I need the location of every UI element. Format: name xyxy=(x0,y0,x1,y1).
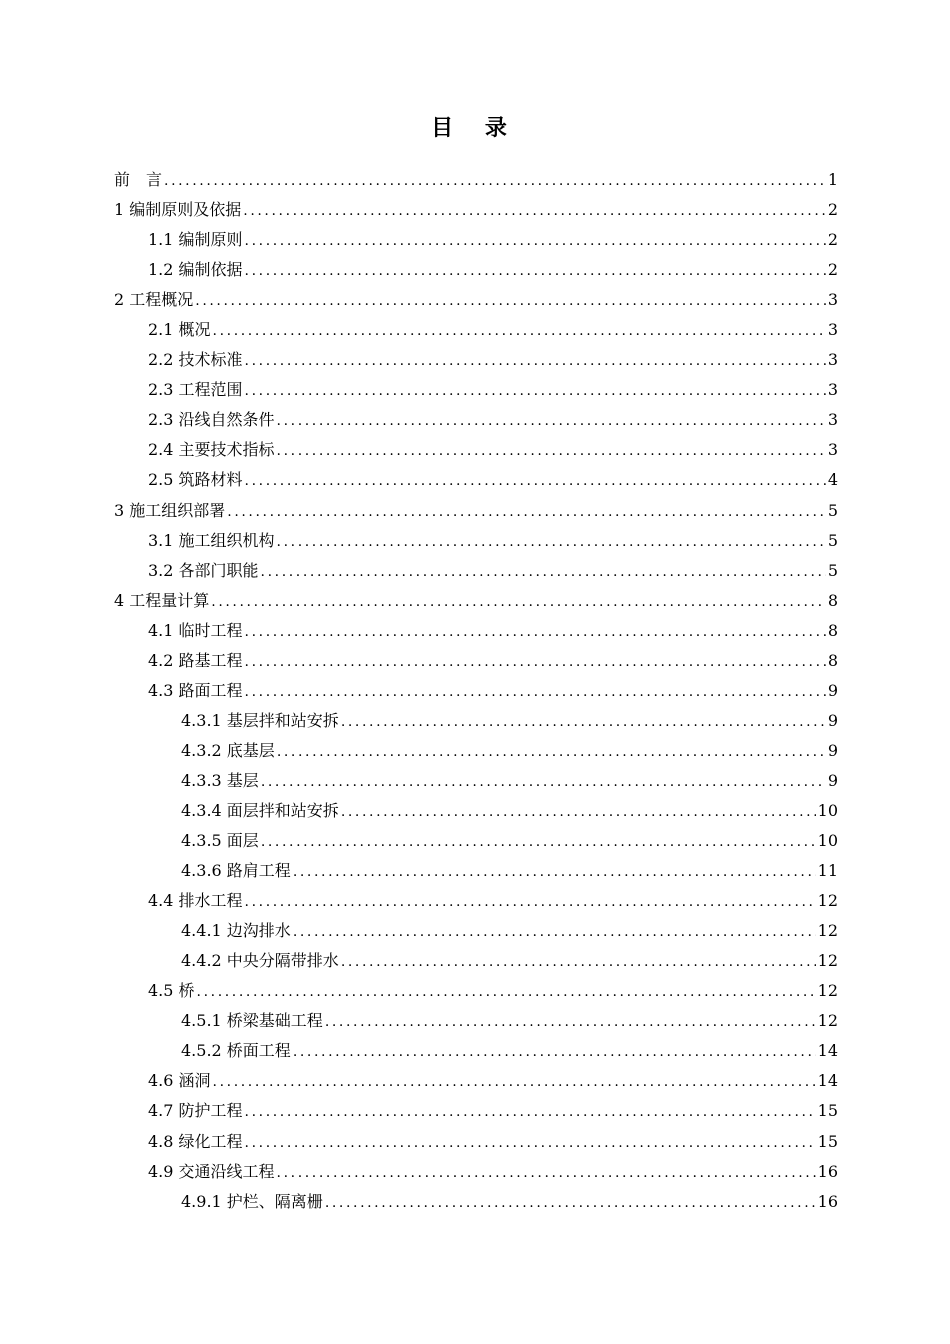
toc-entry-page-number: 5 xyxy=(827,560,838,580)
toc-dot-leader xyxy=(261,827,816,857)
toc-entry-page-number: 16 xyxy=(817,1161,838,1181)
toc-entry-page-number: 2 xyxy=(827,200,838,220)
toc-entry-page-number: 15 xyxy=(817,1131,838,1151)
toc-entry-page-number: 12 xyxy=(817,891,838,911)
toc-entry-label: 4.3.1 基层拌和站安拆 xyxy=(181,710,339,730)
toc-entry-label: 2.5 筑路材料 xyxy=(148,470,243,490)
toc-entry-page-number: 12 xyxy=(817,951,838,971)
toc-entry-page-number: 3 xyxy=(827,290,838,310)
toc-dot-leader xyxy=(245,256,826,286)
toc-dot-leader xyxy=(277,436,826,466)
toc-entry-page-number: 3 xyxy=(827,380,838,400)
toc-dot-leader xyxy=(195,286,826,316)
toc-entry[interactable] xyxy=(114,886,838,916)
toc-entry-label: 4.7 防护工程 xyxy=(148,1101,243,1121)
toc-dot-leader xyxy=(245,1097,816,1127)
toc-entry[interactable] xyxy=(114,646,838,676)
toc-entry-label: 4.1 临时工程 xyxy=(148,620,243,640)
toc-entry-page-number: 3 xyxy=(827,350,838,370)
toc-entry-label: 4.4.1 边沟排水 xyxy=(181,921,291,941)
toc-entry-page-number: 8 xyxy=(827,590,838,610)
toc-dot-leader xyxy=(164,166,826,196)
toc-entry-label: 4.3.2 底基层 xyxy=(181,740,275,760)
toc-entry[interactable] xyxy=(114,916,838,946)
toc-entry-label: 4.6 涵洞 xyxy=(148,1071,211,1091)
toc-entry-label: 2.1 概况 xyxy=(148,320,211,340)
toc-entry[interactable] xyxy=(114,976,838,1006)
toc-dot-leader xyxy=(293,917,816,947)
toc-entry[interactable] xyxy=(114,225,838,255)
toc-entry-label: 4.4.2 中央分隔带排水 xyxy=(181,951,339,971)
toc-entry[interactable] xyxy=(114,1036,838,1066)
toc-entry-label: 4.5 桥 xyxy=(148,981,195,1001)
toc-entry-label: 前 言 xyxy=(114,170,163,189)
toc-dot-leader xyxy=(293,1037,816,1067)
toc-entry[interactable] xyxy=(114,285,838,315)
toc-entry-page-number: 2 xyxy=(827,230,838,250)
toc-entry[interactable] xyxy=(114,826,838,856)
toc-entry[interactable] xyxy=(114,706,838,736)
toc-entry-page-number: 3 xyxy=(827,320,838,340)
toc-entry-label: 4.9 交通沿线工程 xyxy=(148,1161,275,1181)
toc-entry[interactable] xyxy=(114,736,838,766)
toc-entry-page-number: 9 xyxy=(827,740,838,760)
toc-entry-page-number: 9 xyxy=(827,710,838,730)
toc-dot-leader xyxy=(277,527,826,557)
toc-entry[interactable] xyxy=(114,616,838,646)
toc-entry-label: 4.9.1 护栏、隔离栅 xyxy=(181,1191,323,1211)
toc-entry-page-number: 14 xyxy=(817,1071,838,1091)
toc-dot-leader xyxy=(261,557,826,587)
toc-dot-leader xyxy=(261,767,826,797)
toc-entry-label: 4.3.4 面层拌和站安拆 xyxy=(181,800,339,820)
toc-entry-page-number: 10 xyxy=(817,831,838,851)
toc-entry[interactable] xyxy=(114,1066,838,1096)
toc-dot-leader xyxy=(245,647,826,677)
toc-entry[interactable] xyxy=(114,255,838,285)
toc-entry-label: 4 工程量计算 xyxy=(114,590,210,610)
toc-entry-label: 4.5.1 桥梁基础工程 xyxy=(181,1011,323,1031)
toc-dot-leader xyxy=(325,1007,816,1037)
toc-dot-leader xyxy=(245,226,826,256)
toc-entry[interactable] xyxy=(114,1157,838,1187)
toc-entry-label: 1.1 编制原则 xyxy=(148,230,243,250)
toc-dot-leader xyxy=(213,316,826,346)
toc-entry[interactable] xyxy=(114,375,838,405)
toc-entry-page-number: 5 xyxy=(827,530,838,550)
toc-entry[interactable] xyxy=(114,496,838,526)
toc-entry[interactable] xyxy=(114,165,838,195)
toc-dot-leader xyxy=(341,707,826,737)
toc-dot-leader xyxy=(245,617,826,647)
toc-entry[interactable] xyxy=(114,556,838,586)
toc-entry[interactable] xyxy=(114,465,838,495)
toc-entry-label: 3 施工组织部署 xyxy=(114,500,226,520)
toc-entry-page-number: 15 xyxy=(817,1101,838,1121)
table-of-contents xyxy=(114,165,838,1217)
page-title: 目 录 xyxy=(431,115,519,141)
toc-dot-leader xyxy=(213,1067,816,1097)
toc-entry-page-number: 8 xyxy=(827,650,838,670)
toc-entry-page-number: 12 xyxy=(817,921,838,941)
toc-entry-label: 1.2 编制依据 xyxy=(148,260,243,280)
toc-entry-label: 4.2 路基工程 xyxy=(148,650,243,670)
toc-entry[interactable] xyxy=(114,946,838,976)
toc-entry-label: 2.3 沿线自然条件 xyxy=(148,410,275,430)
toc-entry[interactable] xyxy=(114,796,838,826)
toc-entry-page-number: 10 xyxy=(817,800,838,820)
toc-entry-label: 4.4 排水工程 xyxy=(148,891,243,911)
toc-dot-leader xyxy=(245,1128,816,1158)
toc-entry-label: 4.3.3 基层 xyxy=(181,770,259,790)
toc-entry-label: 2.3 工程范围 xyxy=(148,380,243,400)
toc-entry[interactable] xyxy=(114,345,838,375)
toc-entry[interactable] xyxy=(114,195,838,225)
toc-entry-label: 4.3 路面工程 xyxy=(148,680,243,700)
toc-entry-page-number: 14 xyxy=(817,1041,838,1061)
toc-dot-leader xyxy=(277,406,826,436)
toc-entry-page-number: 2 xyxy=(827,260,838,280)
toc-entry[interactable] xyxy=(114,526,838,556)
toc-entry-label: 4.8 绿化工程 xyxy=(148,1131,243,1151)
toc-entry-page-number: 5 xyxy=(827,500,838,520)
toc-entry-label: 2 工程概况 xyxy=(114,290,194,310)
toc-dot-leader xyxy=(277,1158,816,1188)
toc-entry[interactable] xyxy=(114,405,838,435)
toc-dot-leader xyxy=(325,1188,816,1218)
toc-dot-leader xyxy=(293,857,816,887)
toc-dot-leader xyxy=(211,587,826,617)
toc-dot-leader xyxy=(277,737,826,767)
toc-entry-label: 3.2 各部门职能 xyxy=(148,560,259,580)
toc-dot-leader xyxy=(245,376,826,406)
toc-entry-page-number: 16 xyxy=(817,1191,838,1211)
toc-entry-page-number: 11 xyxy=(817,861,838,881)
toc-dot-leader xyxy=(245,677,826,707)
toc-entry-label: 2.2 技术标准 xyxy=(148,350,243,370)
toc-entry-page-number: 9 xyxy=(827,770,838,790)
toc-entry[interactable] xyxy=(114,315,838,345)
toc-entry-label: 4.3.6 路肩工程 xyxy=(181,861,291,881)
toc-entry[interactable] xyxy=(114,1096,838,1126)
toc-dot-leader xyxy=(245,466,826,496)
toc-entry-page-number: 12 xyxy=(817,981,838,1001)
toc-dot-leader xyxy=(245,346,826,376)
toc-dot-leader xyxy=(227,497,826,527)
toc-entry-page-number: 9 xyxy=(827,680,838,700)
toc-entry[interactable] xyxy=(114,586,838,616)
toc-entry[interactable] xyxy=(114,1127,838,1157)
toc-dot-leader xyxy=(341,947,816,977)
toc-entry-page-number: 8 xyxy=(827,620,838,640)
toc-dot-leader xyxy=(197,977,816,1007)
toc-entry[interactable] xyxy=(114,1006,838,1036)
toc-entry[interactable] xyxy=(114,856,838,886)
toc-entry-label: 1 编制原则及依据 xyxy=(114,200,242,220)
toc-entry-page-number: 4 xyxy=(827,470,838,490)
toc-entry[interactable] xyxy=(114,766,838,796)
toc-entry-label: 4.5.2 桥面工程 xyxy=(181,1041,291,1061)
toc-entry-page-number: 3 xyxy=(827,440,838,460)
toc-entry-label: 2.4 主要技术指标 xyxy=(148,440,275,460)
toc-entry[interactable] xyxy=(114,1187,838,1217)
toc-entry-page-number: 1 xyxy=(827,170,838,189)
toc-entry[interactable] xyxy=(114,676,838,706)
toc-dot-leader xyxy=(341,797,816,827)
toc-dot-leader xyxy=(245,887,816,917)
toc-entry-page-number: 3 xyxy=(827,410,838,430)
toc-entry-page-number: 12 xyxy=(817,1011,838,1031)
toc-entry[interactable] xyxy=(114,435,838,465)
toc-dot-leader xyxy=(243,196,826,226)
toc-entry-label: 4.3.5 面层 xyxy=(181,831,259,851)
toc-entry-label: 3.1 施工组织机构 xyxy=(148,530,275,550)
